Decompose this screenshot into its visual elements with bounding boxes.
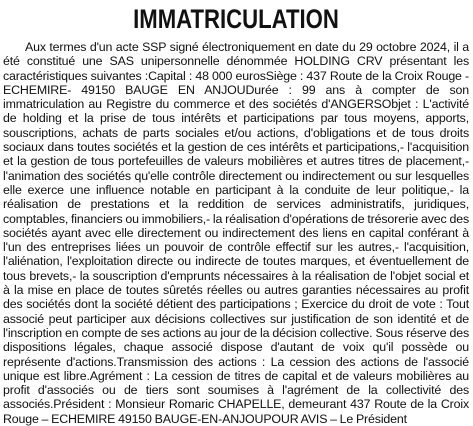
notice-title: IMMATRICULATION [133,4,339,34]
legal-notice [2,0,470,426]
notice-body: Aux termes d'un acte SSP signé électroniquement en date du 29 octobre 2024, il a été constitué une SAS unipersonnelle dénommée HOLDING CRV présentant les caractéristiques suivantes :Capital : 48 000 eurosSiège : 437 Route de la Croix Rouge - ECHEMIRE- 49150 BAUGE EN ANJOUDurée : 99 ans à compter de son immatriculation au Registre du commerce et des sociétés d'ANGERSObjet : L'activité de holding et la prise de tous intérêts et participations par tous moyens, apports, souscriptions, achats de parts sociales et/ou actions, d'obligations et de tous droits sociaux dans toutes sociétés et la gestion de ces intérêts et participations,- l'acquisition et la gestion de tous portefeuilles de valeurs mobilières et autres titres de placement,- l'animation des sociétés qu'elle contrôle directement ou indirectement ou sur lesquelles elle exerce une influence notable en participant à la conduite de leur politique,- la réalisation de prestations et la reddition de services administratifs, juridiques, comptables, financiers ou immobiliers,- la réalisation d'opérations de trésorerie avec des sociétés ayant avec elle directement ou indirectement des liens en capital conférant à l'un des entreprises liées un pouvoir de contrôle effectif sur les autres,- l'acquisition, l'aliénation, l'exploitation directe ou indirecte de toutes marques, et éventuellement de tous brevets,- la souscription d'emprunts nécessaires à la réalisation de l'objet social et à la mise en place de toutes sûretés réelles ou autres garanties nécessaires au profit des sociétés dont la société détient des participations ; Exercice du droit de vote : Tout associé peut participer aux décisions collectives sur justification de son identité et de l'inscription en compte de ses actions au jour de la décision collective. Sous réserve des dispositions légales, chaque associé dispose d'autant de voix qu'il possède ou représente d'actions.Transmission des actions : La cession des actions de l'associé unique est libre.Agrément : La cession de titres de capital et de valeurs mobilières au profit d'associés ou de tiers sont soumises à l'agrément de la collectivité des associés.Président : Monsieur Romaric CHAPELLE, demeurant 437 Route de la Croix Rouge – ECHEMIRE 49150 BAUGE-EN-ANJOUPOUR AVIS – Le Président [3,40,469,426]
